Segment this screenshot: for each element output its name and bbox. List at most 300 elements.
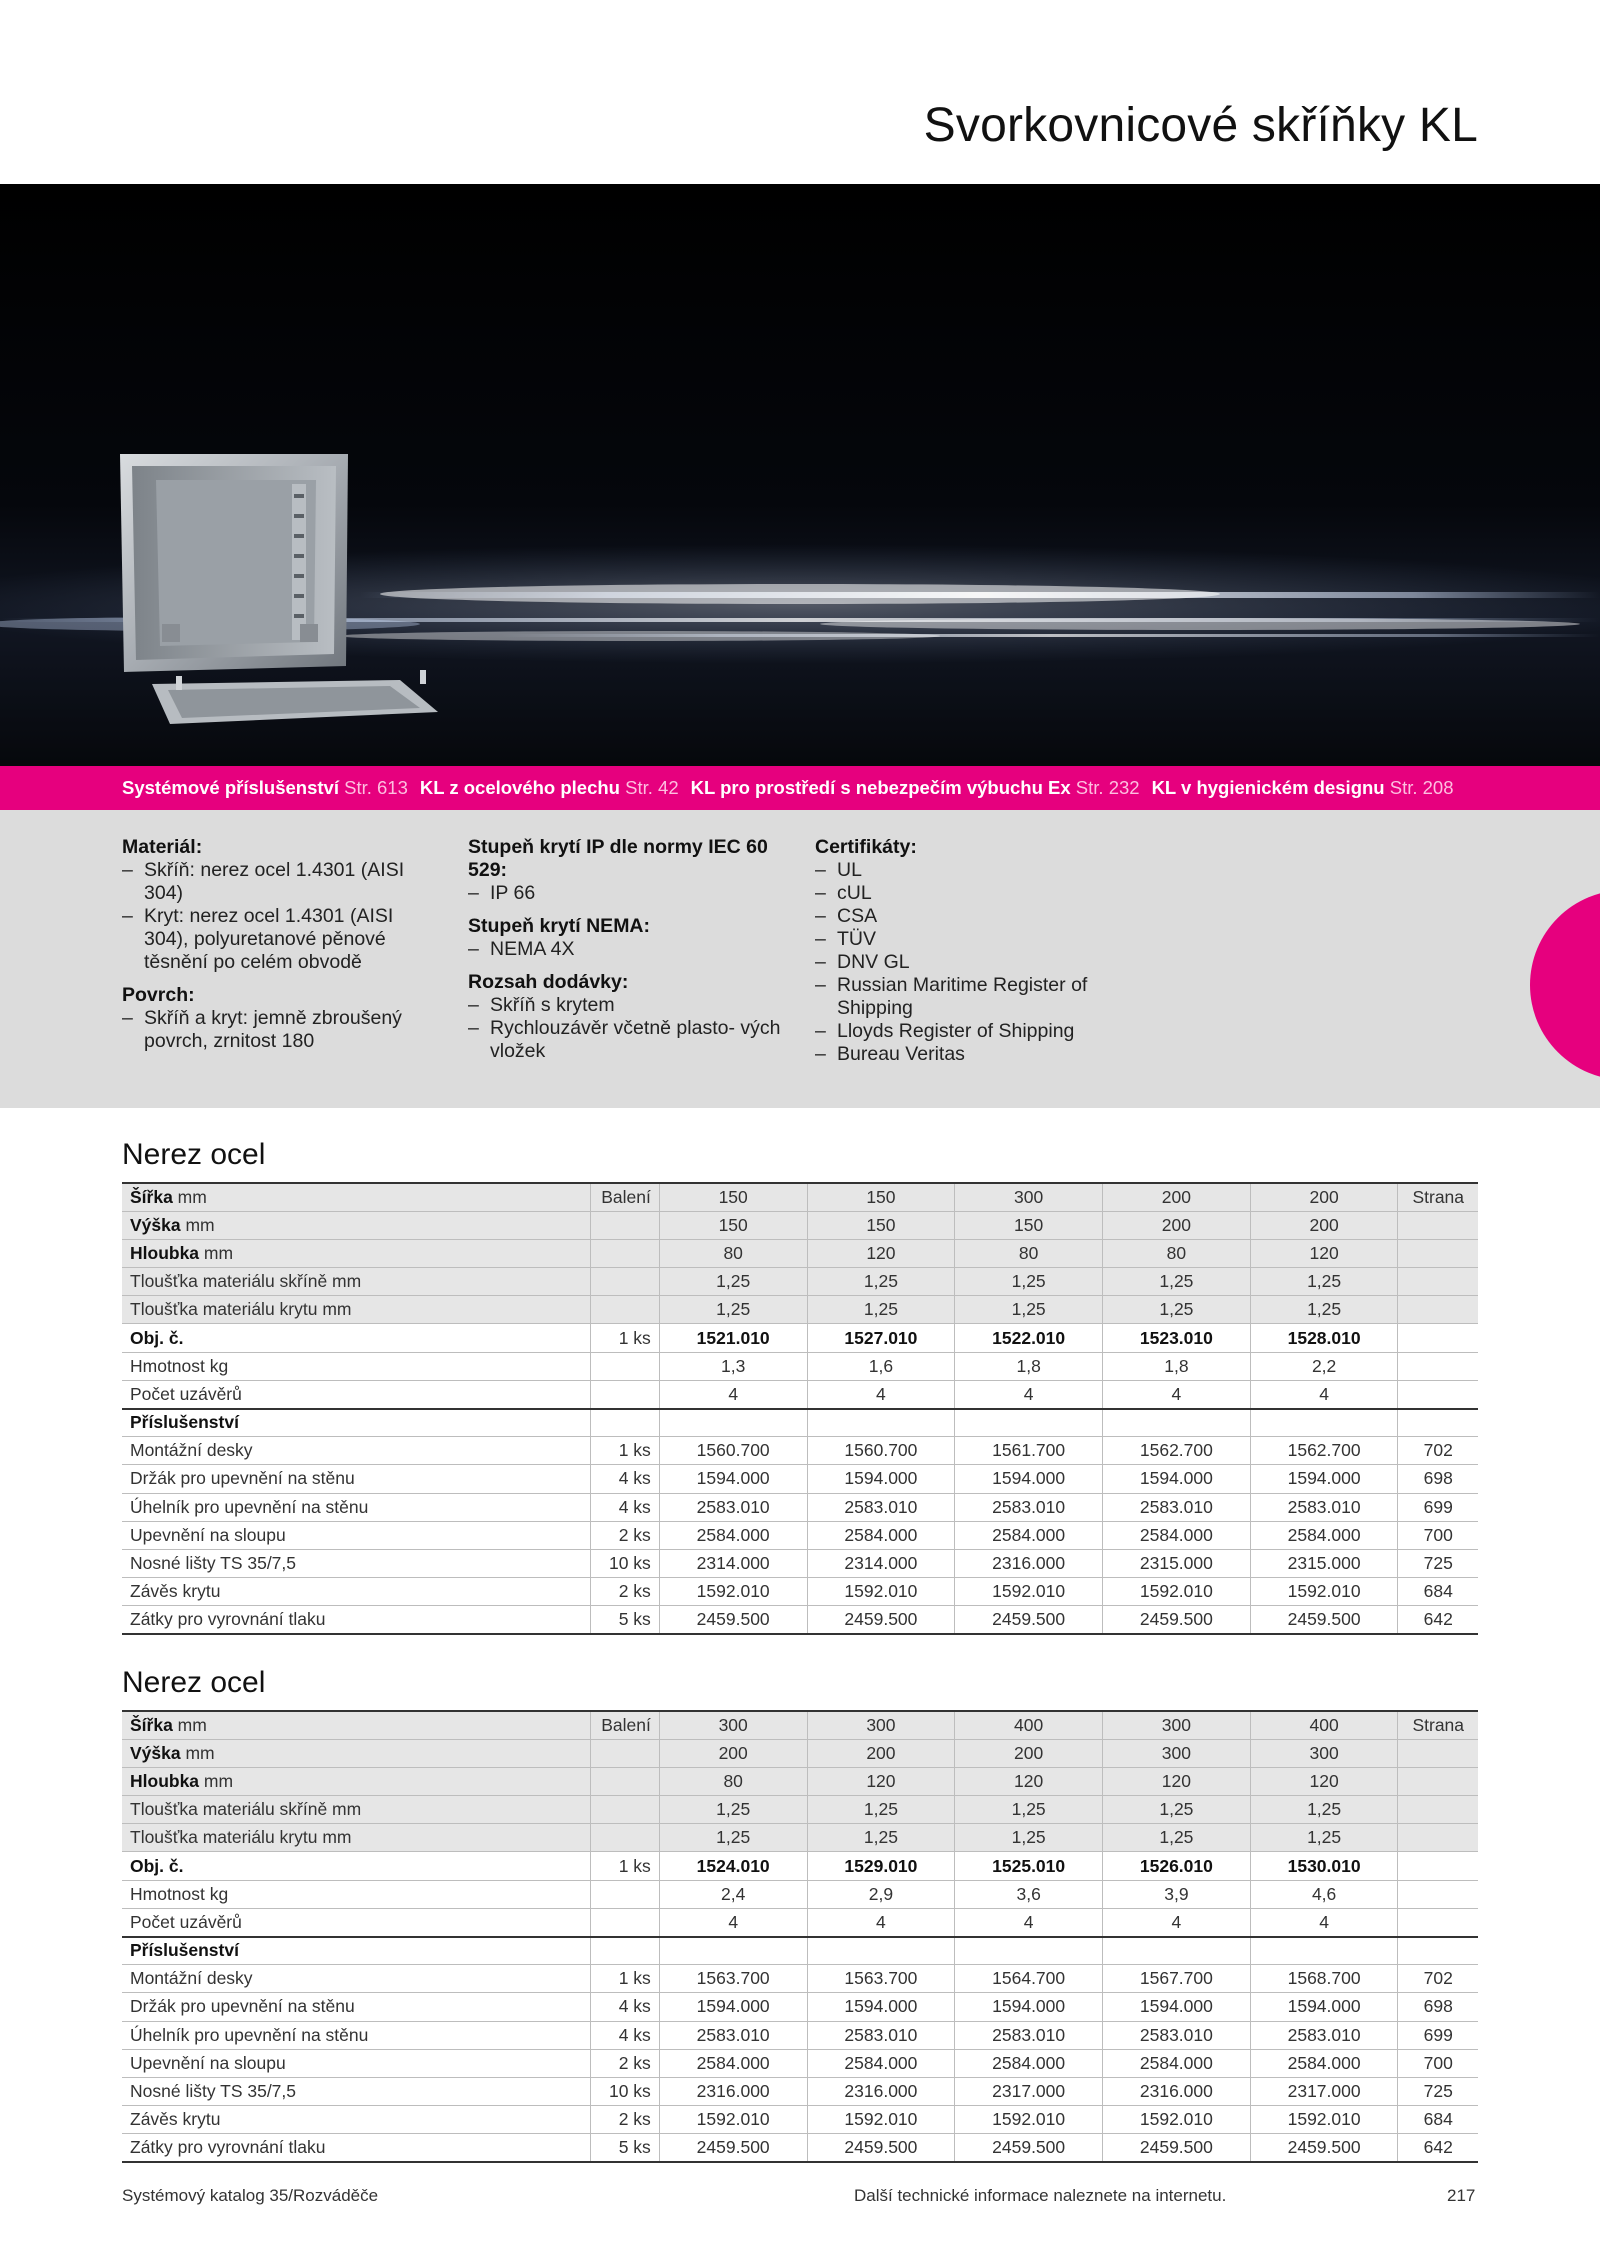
value-cell: 1592.010 [659, 2106, 807, 2134]
value-cell: 2316.000 [955, 1549, 1103, 1577]
value-cell: 1594.000 [955, 1993, 1103, 2021]
value-cell: 1,25 [807, 1268, 955, 1296]
value-cell: 2459.500 [955, 1606, 1103, 1634]
pack-cell [591, 1767, 660, 1795]
table-row [122, 1352, 1478, 1380]
info-list-item: – Rychlouzávěr včetně plasto- vých vložek [468, 1017, 788, 1063]
ref-sheet-steel[interactable]: KL z ocelového plechu Str. 42 [419, 777, 679, 798]
table-row [122, 1606, 1478, 1634]
value-cell: 2459.500 [1103, 2134, 1251, 2162]
table-row [122, 1852, 1478, 1880]
row-label: Zátky pro vyrovnání tlaku [122, 1606, 591, 1634]
info-column-certificates [815, 836, 1145, 1066]
value-cell: 2583.010 [1250, 1493, 1398, 1521]
value-cell: 2584.000 [659, 1521, 807, 1549]
table-row [122, 1937, 1478, 1965]
info-list [815, 859, 1145, 1066]
value-cell: 1,25 [807, 1824, 955, 1852]
spec-table-1 [122, 1182, 1478, 1635]
value-cell: 1,25 [807, 1796, 955, 1824]
page-ref-cell [1398, 1409, 1478, 1437]
info-list [468, 938, 788, 961]
value-cell: 3,9 [1103, 1880, 1251, 1908]
info-list [122, 1007, 442, 1053]
page-title: Svorkovnicové skříňky KL [923, 99, 1478, 152]
row-label: Výška mm [122, 1211, 591, 1239]
pack-cell: 5 ks [591, 2134, 660, 2162]
row-label: Závěs krytu [122, 2106, 591, 2134]
info-heading: Stupeň krytí NEMA: [468, 915, 651, 937]
table-row [122, 1796, 1478, 1824]
value-cell: 4 [1103, 1908, 1251, 1936]
value-cell: 2,4 [659, 1880, 807, 1908]
info-column-material [122, 836, 442, 1053]
info-list-item: – cUL [815, 882, 1145, 905]
page-ref-cell [1398, 1352, 1478, 1380]
footer-catalog: Systémový katalog 35/Rozváděče [122, 2186, 379, 2205]
value-cell: 1594.000 [807, 1465, 955, 1493]
value-cell [955, 1937, 1103, 1965]
value-cell: 2584.000 [659, 2049, 807, 2077]
value-cell: 120 [1250, 1767, 1398, 1795]
page-ref-cell [1398, 1268, 1478, 1296]
table-row [122, 1993, 1478, 2021]
info-heading: Certifikáty: [815, 836, 917, 858]
pack-cell: 2 ks [591, 1521, 660, 1549]
row-label: Šířka mm [122, 1711, 591, 1739]
value-cell: 150 [659, 1211, 807, 1239]
table-row [122, 1324, 1478, 1352]
page-ref-cell: 698 [1398, 1993, 1478, 2021]
value-cell: 2315.000 [1250, 1549, 1398, 1577]
pack-cell [591, 1796, 660, 1824]
table-row [122, 1767, 1478, 1795]
pack-cell: 1 ks [591, 1852, 660, 1880]
value-cell: 2584.000 [1250, 2049, 1398, 2077]
pack-cell [591, 1211, 660, 1239]
value-cell: 1,25 [955, 1296, 1103, 1324]
row-label: Montážní desky [122, 1965, 591, 1993]
value-cell: 1,25 [807, 1296, 955, 1324]
page-ref-cell: Strana [1398, 1183, 1478, 1211]
value-cell: 2584.000 [955, 2049, 1103, 2077]
page-ref-cell [1398, 1796, 1478, 1824]
row-label: Tloušťka materiálu krytu mm [122, 1296, 591, 1324]
row-label: Příslušenství [122, 1937, 591, 1965]
value-cell [1250, 1937, 1398, 1965]
pack-cell: 4 ks [591, 2021, 660, 2049]
value-cell: 120 [1250, 1239, 1398, 1267]
value-cell: 1,8 [955, 1352, 1103, 1380]
table-row [122, 1183, 1478, 1211]
info-list-item: – Bureau Veritas [815, 1043, 1145, 1066]
table-row [122, 2134, 1478, 2162]
page-ref-cell: 642 [1398, 2134, 1478, 2162]
value-cell: 1594.000 [1250, 1465, 1398, 1493]
value-cell: 2584.000 [1250, 1521, 1398, 1549]
page-ref-cell: 700 [1398, 2049, 1478, 2077]
value-cell: 1562.700 [1103, 1437, 1251, 1465]
value-cell: 1,25 [1250, 1296, 1398, 1324]
value-cell: 2459.500 [955, 2134, 1103, 2162]
row-label: Závěs krytu [122, 1578, 591, 1606]
table-row [122, 1465, 1478, 1493]
value-cell: 1594.000 [955, 1465, 1103, 1493]
pack-cell [591, 1409, 660, 1437]
table-row [122, 2049, 1478, 2077]
info-heading: Stupeň krytí IP dle normy IEC 60 529: [468, 836, 768, 881]
cross-reference-bar [0, 766, 1600, 810]
value-cell: 80 [659, 1239, 807, 1267]
value-cell: 3,6 [955, 1880, 1103, 1908]
value-cell: 1,6 [807, 1352, 955, 1380]
table-row [122, 1239, 1478, 1267]
value-cell: 1592.010 [659, 1578, 807, 1606]
value-cell: 1,25 [955, 1824, 1103, 1852]
page-ref-cell: 698 [1398, 1465, 1478, 1493]
value-cell: 400 [1250, 1711, 1398, 1739]
info-list-item: – Skříň: nerez ocel 1.4301 (AISI 304) [122, 859, 442, 905]
value-cell: 2,9 [807, 1880, 955, 1908]
value-cell [1103, 1409, 1251, 1437]
value-cell: 2314.000 [807, 1549, 955, 1577]
ref-system-accessories[interactable]: Systémové příslušenství Str. 613 [122, 777, 408, 798]
value-cell [1250, 1409, 1398, 1437]
value-cell [807, 1937, 955, 1965]
row-label: Počet uzávěrů [122, 1380, 591, 1408]
value-cell: 1567.700 [1103, 1965, 1251, 1993]
page-ref-cell: 642 [1398, 1606, 1478, 1634]
product-info-panel [0, 810, 1600, 1108]
info-heading: Rozsah dodávky: [468, 971, 629, 993]
value-cell: 1592.010 [1103, 2106, 1251, 2134]
table-row [122, 1880, 1478, 1908]
value-cell: 1592.010 [1103, 1578, 1251, 1606]
value-cell [955, 1409, 1103, 1437]
value-cell: 2584.000 [955, 1521, 1103, 1549]
value-cell: 2583.010 [1103, 1493, 1251, 1521]
pack-cell: Balení [591, 1711, 660, 1739]
value-cell: 2583.010 [659, 2021, 807, 2049]
value-cell: 2583.010 [955, 1493, 1103, 1521]
info-heading: Povrch: [122, 984, 195, 1006]
value-cell: 1594.000 [1250, 1993, 1398, 2021]
pack-cell [591, 1880, 660, 1908]
value-cell: 2583.010 [955, 2021, 1103, 2049]
info-list-item: – Skříň a kryt: jemně zbroušený povrch, zrnitost 180 [122, 1007, 442, 1053]
value-cell: 1,25 [659, 1824, 807, 1852]
pack-cell: 4 ks [591, 1993, 660, 2021]
table-row [122, 1739, 1478, 1767]
value-cell: 1,25 [1250, 1796, 1398, 1824]
pack-cell [591, 1352, 660, 1380]
pack-cell: 1 ks [591, 1324, 660, 1352]
value-cell: 200 [1250, 1183, 1398, 1211]
table-row [122, 1268, 1478, 1296]
table-row [122, 1380, 1478, 1408]
value-cell: 1560.700 [659, 1437, 807, 1465]
info-heading: Materiál: [122, 836, 203, 858]
pack-cell [591, 1268, 660, 1296]
pack-cell [591, 1908, 660, 1936]
pack-cell: Balení [591, 1183, 660, 1211]
table-row [122, 1211, 1478, 1239]
info-list [468, 882, 788, 905]
value-cell: 1,25 [1103, 1296, 1251, 1324]
value-cell: 2317.000 [955, 2077, 1103, 2105]
pack-cell: 1 ks [591, 1965, 660, 1993]
info-list [122, 859, 442, 974]
value-cell [659, 1409, 807, 1437]
value-cell: 1,25 [1103, 1824, 1251, 1852]
row-label: Tloušťka materiálu skříně mm [122, 1796, 591, 1824]
value-cell: 1525.010 [955, 1852, 1103, 1880]
value-cell: 1594.000 [659, 1465, 807, 1493]
value-cell: 2316.000 [659, 2077, 807, 2105]
row-label: Montážní desky [122, 1437, 591, 1465]
value-cell: 1,25 [1103, 1796, 1251, 1824]
value-cell: 1528.010 [1250, 1324, 1398, 1352]
value-cell: 1568.700 [1250, 1965, 1398, 1993]
value-cell: 2,2 [1250, 1352, 1398, 1380]
value-cell: 400 [955, 1711, 1103, 1739]
page-ref-cell: 725 [1398, 1549, 1478, 1577]
page-ref-cell [1398, 1908, 1478, 1936]
page-ref-cell [1398, 1211, 1478, 1239]
value-cell: 4 [807, 1380, 955, 1408]
product-photo [0, 184, 1600, 766]
value-cell: 1523.010 [1103, 1324, 1251, 1352]
value-cell: 1563.700 [807, 1965, 955, 1993]
page-ref-cell [1398, 1239, 1478, 1267]
info-list-item: – Skříň s krytem [468, 994, 788, 1017]
row-label: Počet uzávěrů [122, 1908, 591, 1936]
value-cell: 2459.500 [1250, 2134, 1398, 2162]
pack-cell [591, 1824, 660, 1852]
table-title-2: Nerez ocel [122, 1666, 266, 1699]
value-cell: 200 [1103, 1211, 1251, 1239]
row-label: Příslušenství [122, 1409, 591, 1437]
row-label: Držák pro upevnění na stěnu [122, 1465, 591, 1493]
info-list-item: – NEMA 4X [468, 938, 788, 961]
value-cell: 1529.010 [807, 1852, 955, 1880]
value-cell: 1562.700 [1250, 1437, 1398, 1465]
value-cell: 1561.700 [955, 1437, 1103, 1465]
value-cell: 1526.010 [1103, 1852, 1251, 1880]
page-ref-cell [1398, 1296, 1478, 1324]
value-cell: 300 [955, 1183, 1103, 1211]
pack-cell [591, 1239, 660, 1267]
pack-cell [591, 1296, 660, 1324]
pack-cell: 5 ks [591, 1606, 660, 1634]
row-label: Hloubka mm [122, 1239, 591, 1267]
page-ref-cell [1398, 1324, 1478, 1352]
value-cell: 300 [1103, 1711, 1251, 1739]
value-cell: 4 [1250, 1908, 1398, 1936]
table-row [122, 2077, 1478, 2105]
value-cell: 1,25 [659, 1268, 807, 1296]
pack-cell [591, 1937, 660, 1965]
pack-cell: 4 ks [591, 1493, 660, 1521]
value-cell: 2583.010 [1250, 2021, 1398, 2049]
pack-cell [591, 1739, 660, 1767]
pack-cell: 10 ks [591, 2077, 660, 2105]
page-ref-cell: 702 [1398, 1965, 1478, 1993]
row-label: Úhelník pro upevnění na stěnu [122, 1493, 591, 1521]
value-cell: 1592.010 [807, 2106, 955, 2134]
value-cell: 2459.500 [807, 1606, 955, 1634]
pack-cell: 1 ks [591, 1437, 660, 1465]
value-cell: 1594.000 [1103, 1465, 1251, 1493]
value-cell: 1,25 [659, 1296, 807, 1324]
row-label: Úhelník pro upevnění na stěnu [122, 2021, 591, 2049]
value-cell [807, 1409, 955, 1437]
value-cell: 4 [1250, 1380, 1398, 1408]
value-cell: 200 [807, 1739, 955, 1767]
row-label: Hloubka mm [122, 1767, 591, 1795]
pack-cell [591, 1380, 660, 1408]
row-label: Upevnění na sloupu [122, 1521, 591, 1549]
row-label: Šířka mm [122, 1183, 591, 1211]
value-cell: 4 [1103, 1380, 1251, 1408]
row-label: Zátky pro vyrovnání tlaku [122, 2134, 591, 2162]
page-ref-cell [1398, 1880, 1478, 1908]
value-cell: 1524.010 [659, 1852, 807, 1880]
page-ref-cell: 684 [1398, 2106, 1478, 2134]
value-cell: 80 [1103, 1239, 1251, 1267]
value-cell: 200 [659, 1739, 807, 1767]
value-cell: 1,3 [659, 1352, 807, 1380]
value-cell: 2459.500 [1250, 1606, 1398, 1634]
value-cell: 120 [955, 1767, 1103, 1795]
value-cell: 1564.700 [955, 1965, 1103, 1993]
value-cell: 1,25 [1250, 1268, 1398, 1296]
value-cell: 120 [807, 1239, 955, 1267]
table-row [122, 1493, 1478, 1521]
pack-cell: 2 ks [591, 2106, 660, 2134]
page-ref-cell [1398, 1380, 1478, 1408]
pack-cell: 2 ks [591, 1578, 660, 1606]
row-label: Obj. č. [122, 1852, 591, 1880]
page-ref-cell [1398, 1824, 1478, 1852]
row-label: Držák pro upevnění na stěnu [122, 1993, 591, 2021]
value-cell: 4 [955, 1908, 1103, 1936]
info-list-item: – Lloyds Register of Shipping [815, 1020, 1145, 1043]
info-list-item: – TÜV [815, 928, 1145, 951]
row-label: Tloušťka materiálu skříně mm [122, 1268, 591, 1296]
row-label: Upevnění na sloupu [122, 2049, 591, 2077]
page-ref-cell: 725 [1398, 2077, 1478, 2105]
value-cell [659, 1937, 807, 1965]
value-cell [1103, 1937, 1251, 1965]
value-cell: 2316.000 [807, 2077, 955, 2105]
row-label: Nosné lišty TS 35/7,5 [122, 2077, 591, 2105]
info-list-item: – Russian Maritime Register of Shipping [815, 974, 1145, 1020]
info-list-item: – IP 66 [468, 882, 788, 905]
info-list-item: – Kryt: nerez ocel 1.4301 (AISI 304), polyuretanové pěnové těsnění po celém obvodě [122, 905, 442, 974]
table-row [122, 1578, 1478, 1606]
value-cell: 2317.000 [1250, 2077, 1398, 2105]
page-ref-cell [1398, 1937, 1478, 1965]
value-cell: 1594.000 [807, 1993, 955, 2021]
value-cell: 2584.000 [807, 2049, 955, 2077]
page-ref-cell [1398, 1852, 1478, 1880]
value-cell: 1594.000 [659, 1993, 807, 2021]
value-cell: 80 [659, 1767, 807, 1795]
value-cell: 1592.010 [807, 1578, 955, 1606]
value-cell: 1592.010 [1250, 1578, 1398, 1606]
pack-cell: 4 ks [591, 1465, 660, 1493]
value-cell: 2459.500 [659, 1606, 807, 1634]
table-row [122, 1409, 1478, 1437]
value-cell: 1527.010 [807, 1324, 955, 1352]
table-row [122, 1549, 1478, 1577]
table-row [122, 1965, 1478, 1993]
ref-hygienic-design[interactable]: KL v hygienickém designu Str. 208 [1151, 777, 1454, 798]
table-row [122, 1711, 1478, 1739]
value-cell: 120 [807, 1767, 955, 1795]
value-cell: 150 [807, 1183, 955, 1211]
decorative-circle [1530, 890, 1600, 1080]
value-cell: 1,8 [1103, 1352, 1251, 1380]
value-cell: 1592.010 [1250, 2106, 1398, 2134]
value-cell: 1,25 [955, 1268, 1103, 1296]
row-label: Výška mm [122, 1739, 591, 1767]
value-cell: 2459.500 [659, 2134, 807, 2162]
row-label: Tloušťka materiálu krytu mm [122, 1824, 591, 1852]
value-cell: 300 [1250, 1739, 1398, 1767]
spec-table-2 [122, 1710, 1478, 2163]
page-ref-cell: 699 [1398, 1493, 1478, 1521]
info-list [468, 994, 788, 1063]
table-row [122, 1296, 1478, 1324]
page-ref-cell [1398, 1739, 1478, 1767]
value-cell: 4,6 [1250, 1880, 1398, 1908]
value-cell: 2583.010 [659, 1493, 807, 1521]
value-cell: 2459.500 [1103, 1606, 1251, 1634]
info-column-protection [468, 836, 788, 1063]
value-cell: 150 [659, 1183, 807, 1211]
value-cell: 150 [807, 1211, 955, 1239]
pack-cell: 2 ks [591, 2049, 660, 2077]
table-row [122, 2106, 1478, 2134]
value-cell: 300 [807, 1711, 955, 1739]
pack-cell: 10 ks [591, 1549, 660, 1577]
row-label: Nosné lišty TS 35/7,5 [122, 1549, 591, 1577]
value-cell: 1,25 [659, 1796, 807, 1824]
ref-ex-explosive[interactable]: KL pro prostředí s nebezpečím výbuchu Ex Str. 232 [690, 777, 1140, 798]
footer-internet-note: Další technické informace naleznete na internetu. [854, 2186, 1227, 2205]
table-row [122, 1437, 1478, 1465]
info-list-item: – DNV GL [815, 951, 1145, 974]
page-ref-cell: Strana [1398, 1711, 1478, 1739]
page-ref-cell: 700 [1398, 1521, 1478, 1549]
value-cell: 300 [1103, 1739, 1251, 1767]
value-cell: 2459.500 [807, 2134, 955, 2162]
value-cell: 2583.010 [1103, 2021, 1251, 2049]
value-cell: 2315.000 [1103, 1549, 1251, 1577]
page-ref-cell: 699 [1398, 2021, 1478, 2049]
table-row [122, 2021, 1478, 2049]
value-cell: 2584.000 [1103, 1521, 1251, 1549]
page-ref-cell: 684 [1398, 1578, 1478, 1606]
value-cell: 1594.000 [1103, 1993, 1251, 2021]
value-cell: 1592.010 [955, 1578, 1103, 1606]
value-cell: 1,25 [955, 1796, 1103, 1824]
row-label: Hmotnost kg [122, 1880, 591, 1908]
table-row [122, 1908, 1478, 1936]
value-cell: 150 [955, 1211, 1103, 1239]
